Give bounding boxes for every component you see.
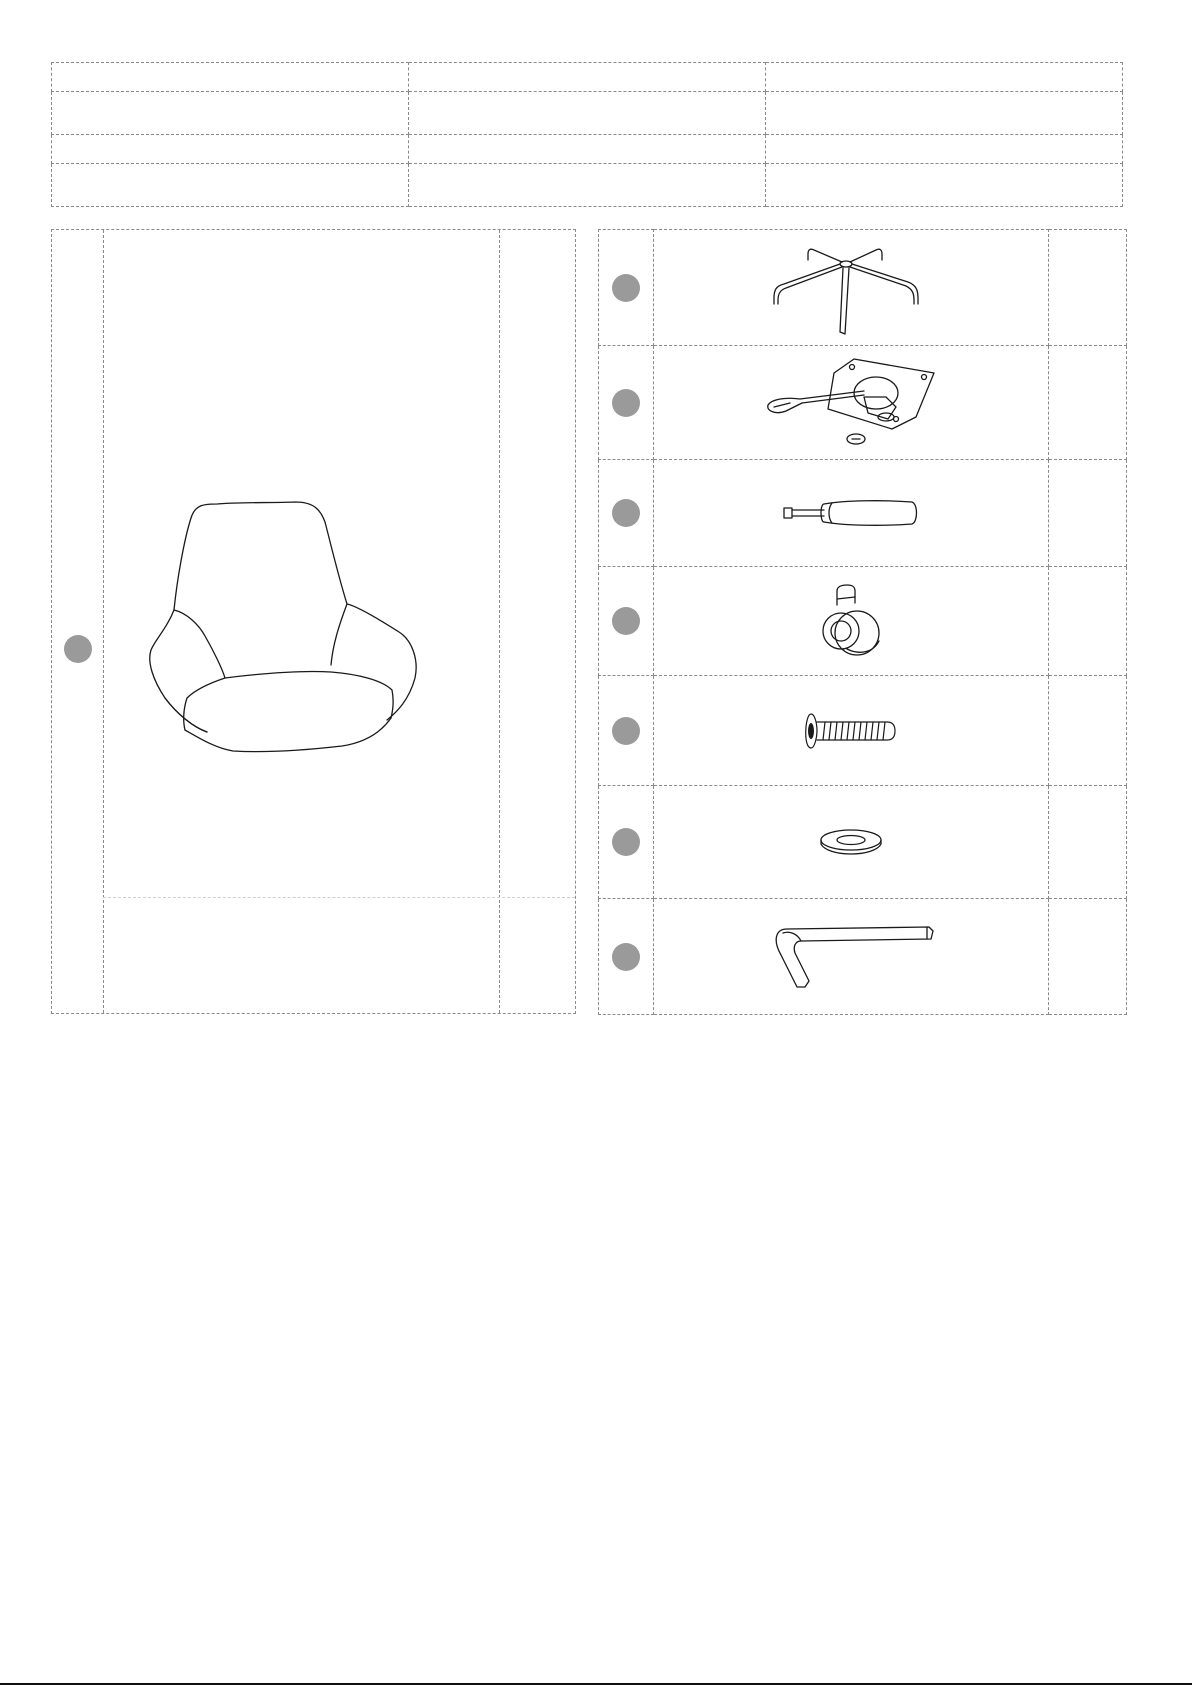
part-row [599,230,1127,346]
row-divider [103,897,575,898]
badge-cell [599,899,654,1015]
part-row [599,676,1127,786]
part-image-cell [654,899,1049,1015]
header-cell [409,164,766,207]
header-cell [52,164,409,207]
header-cell [409,135,766,164]
main-component-panel [51,229,576,1014]
part-number-badge [612,499,640,527]
part-image-cell [654,567,1049,676]
badge-cell [599,346,654,460]
part-image-cell [654,786,1049,899]
part-number-badge [612,274,640,302]
column-divider [103,230,104,1013]
header-cell [766,164,1123,207]
quantity-cell [1049,786,1127,899]
badge-cell [599,230,654,346]
quantity-cell [1049,567,1127,676]
caster-wheel-icon [811,581,891,661]
parts-list-table [598,229,1127,1015]
quantity-cell [1049,460,1127,567]
badge-cell [599,786,654,899]
part-image-cell [654,676,1049,786]
column-divider [499,230,500,1013]
header-cell [52,92,409,135]
badge-cell [599,460,654,567]
quantity-cell [1049,346,1127,460]
part-row [599,786,1127,899]
header-info-table [51,62,1123,207]
quantity-cell [1049,676,1127,786]
part-number-badge [612,389,640,417]
upholstered-seat-shell-icon [147,500,492,780]
part-row [599,460,1127,567]
badge-cell [599,676,654,786]
allen-key-icon [761,917,941,997]
part-row [599,899,1127,1015]
part-image-cell [654,346,1049,460]
badge-cell [599,567,654,676]
part-image-cell [654,460,1049,567]
part-number-badge [612,828,640,856]
part-number-badge [64,635,92,663]
part-number-badge [612,943,640,971]
part-row [599,346,1127,460]
bolt-screw-icon [801,706,901,756]
header-cell [766,92,1123,135]
flat-washer-icon [816,822,886,862]
header-cell [409,92,766,135]
header-cell [766,135,1123,164]
part-image-cell [654,230,1049,346]
quantity-cell [1049,230,1127,346]
header-cell [409,63,766,92]
part-number-badge [612,717,640,745]
gas-lift-cylinder-icon [776,488,926,538]
tilt-mechanism-plate-icon [756,353,946,453]
part-number-badge [612,607,640,635]
header-cell [52,135,409,164]
five-star-base-icon [766,238,936,338]
header-cell [52,63,409,92]
header-cell [766,63,1123,92]
quantity-cell [1049,899,1127,1015]
part-row [599,567,1127,676]
